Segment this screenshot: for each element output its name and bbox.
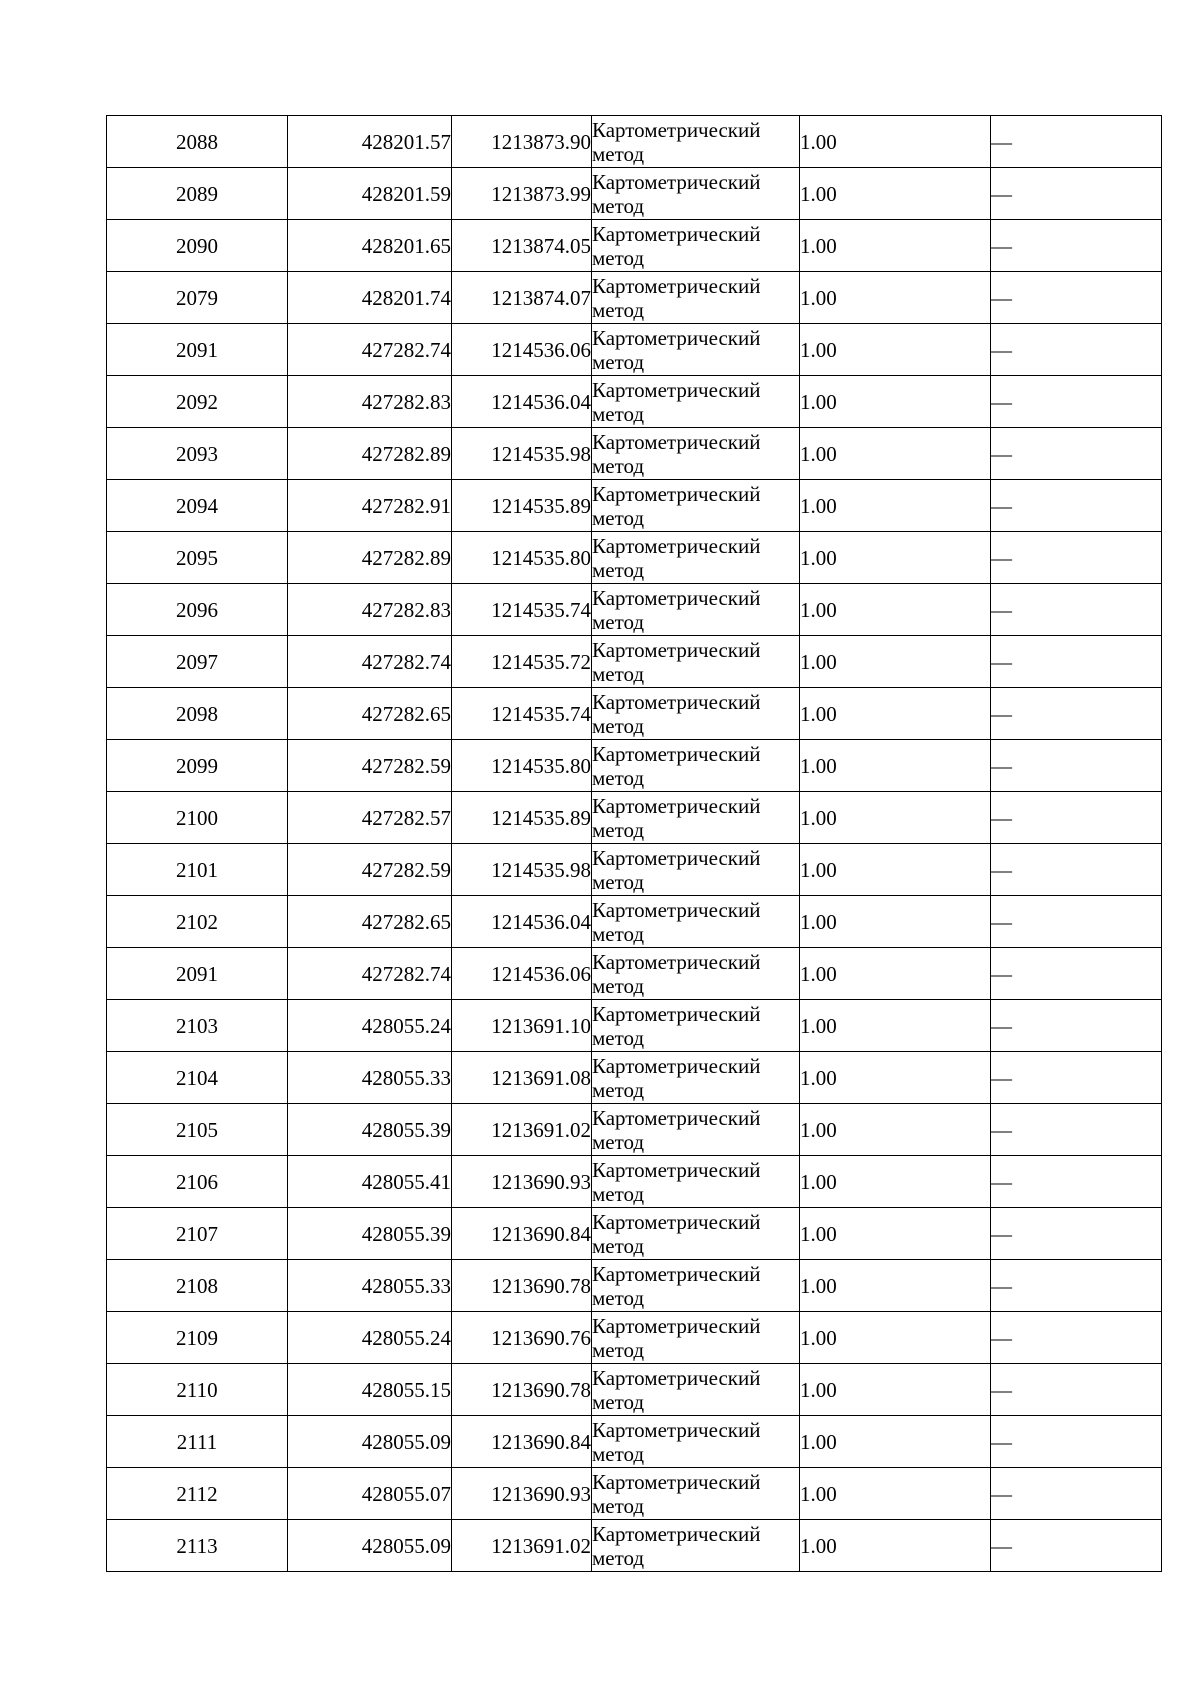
x-coordinate-cell: 427282.74 <box>288 636 452 688</box>
method-cell <box>592 428 800 480</box>
method-line-1: Картометрический <box>592 637 761 662</box>
table-row <box>107 272 1162 324</box>
y-coordinate-cell: 1214535.80 <box>452 740 592 792</box>
table-row <box>107 428 1162 480</box>
x-coordinate-cell: 428055.24 <box>288 1312 452 1364</box>
y-coordinate-cell: 1214535.89 <box>452 480 592 532</box>
note-cell: — <box>991 116 1162 168</box>
accuracy-cell: 1.00 <box>800 324 991 376</box>
x-coordinate-cell: 427282.57 <box>288 792 452 844</box>
note-cell: — <box>991 480 1162 532</box>
point-number-cell: 2096 <box>107 584 288 636</box>
y-coordinate-cell: 1214535.74 <box>452 584 592 636</box>
method-line-1: Картометрический <box>592 1053 761 1078</box>
method-line-1: Картометрический <box>592 1417 761 1442</box>
note-cell: — <box>991 948 1162 1000</box>
method-line-2: метод <box>592 921 645 946</box>
method-cell <box>592 1000 800 1052</box>
accuracy-cell: 1.00 <box>800 1156 991 1208</box>
method-cell <box>592 636 800 688</box>
accuracy-cell: 1.00 <box>800 116 991 168</box>
x-coordinate-cell: 428055.09 <box>288 1416 452 1468</box>
method-line-1: Картометрический <box>592 845 761 870</box>
table-row <box>107 1000 1162 1052</box>
point-number-cell: 2095 <box>107 532 288 584</box>
method-line-2: метод <box>592 713 645 738</box>
x-coordinate-cell: 427282.59 <box>288 740 452 792</box>
method-cell <box>592 1468 800 1520</box>
y-coordinate-cell: 1213874.07 <box>452 272 592 324</box>
point-number-cell: 2097 <box>107 636 288 688</box>
point-number-cell: 2108 <box>107 1260 288 1312</box>
point-number-cell: 2103 <box>107 1000 288 1052</box>
note-cell: — <box>991 1104 1162 1156</box>
note-cell: — <box>991 272 1162 324</box>
note-cell: — <box>991 220 1162 272</box>
coordinates-table <box>106 115 1162 1572</box>
note-cell: — <box>991 1052 1162 1104</box>
y-coordinate-cell: 1213691.10 <box>452 1000 592 1052</box>
method-line-1: Картометрический <box>592 273 761 298</box>
x-coordinate-cell: 428201.65 <box>288 220 452 272</box>
accuracy-cell: 1.00 <box>800 272 991 324</box>
table-row <box>107 1052 1162 1104</box>
point-number-cell: 2102 <box>107 896 288 948</box>
method-line-2: метод <box>592 1233 645 1258</box>
note-cell: — <box>991 740 1162 792</box>
method-line-1: Картометрический <box>592 897 761 922</box>
y-coordinate-cell: 1213691.02 <box>452 1520 592 1572</box>
method-line-1: Картометрический <box>592 741 761 766</box>
method-cell <box>592 844 800 896</box>
note-cell: — <box>991 688 1162 740</box>
note-cell: — <box>991 1156 1162 1208</box>
point-number-cell: 2093 <box>107 428 288 480</box>
coordinates-table-body <box>107 116 1162 1572</box>
point-number-cell: 2079 <box>107 272 288 324</box>
method-cell <box>592 1520 800 1572</box>
point-number-cell: 2110 <box>107 1364 288 1416</box>
accuracy-cell: 1.00 <box>800 896 991 948</box>
table-row <box>107 1208 1162 1260</box>
method-line-1: Картометрический <box>592 1469 761 1494</box>
y-coordinate-cell: 1214536.06 <box>452 324 592 376</box>
note-cell: — <box>991 1000 1162 1052</box>
method-cell <box>592 1416 800 1468</box>
note-cell: — <box>991 1208 1162 1260</box>
accuracy-cell: 1.00 <box>800 532 991 584</box>
method-cell <box>592 272 800 324</box>
accuracy-cell: 1.00 <box>800 1260 991 1312</box>
table-row <box>107 584 1162 636</box>
y-coordinate-cell: 1213690.78 <box>452 1260 592 1312</box>
method-line-1: Картометрический <box>592 117 761 142</box>
method-cell <box>592 220 800 272</box>
y-coordinate-cell: 1214535.98 <box>452 428 592 480</box>
y-coordinate-cell: 1213690.93 <box>452 1468 592 1520</box>
accuracy-cell: 1.00 <box>800 1416 991 1468</box>
point-number-cell: 2107 <box>107 1208 288 1260</box>
method-line-2: метод <box>592 765 645 790</box>
x-coordinate-cell: 428055.33 <box>288 1052 452 1104</box>
y-coordinate-cell: 1214535.89 <box>452 792 592 844</box>
x-coordinate-cell: 428055.33 <box>288 1260 452 1312</box>
accuracy-cell: 1.00 <box>800 428 991 480</box>
point-number-cell: 2089 <box>107 168 288 220</box>
note-cell: — <box>991 428 1162 480</box>
y-coordinate-cell: 1213690.76 <box>452 1312 592 1364</box>
method-line-2: метод <box>592 297 645 322</box>
method-cell <box>592 324 800 376</box>
method-cell <box>592 116 800 168</box>
x-coordinate-cell: 428201.74 <box>288 272 452 324</box>
method-cell <box>592 1208 800 1260</box>
accuracy-cell: 1.00 <box>800 792 991 844</box>
x-coordinate-cell: 428055.09 <box>288 1520 452 1572</box>
note-cell: — <box>991 168 1162 220</box>
method-line-2: метод <box>592 141 645 166</box>
point-number-cell: 2113 <box>107 1520 288 1572</box>
x-coordinate-cell: 428055.39 <box>288 1104 452 1156</box>
method-cell <box>592 1312 800 1364</box>
y-coordinate-cell: 1214535.72 <box>452 636 592 688</box>
y-coordinate-cell: 1213690.84 <box>452 1416 592 1468</box>
y-coordinate-cell: 1214535.98 <box>452 844 592 896</box>
point-number-cell: 2098 <box>107 688 288 740</box>
table-row <box>107 1260 1162 1312</box>
method-line-1: Картометрический <box>592 949 761 974</box>
method-cell <box>592 688 800 740</box>
method-cell <box>592 376 800 428</box>
method-cell <box>592 792 800 844</box>
table-row <box>107 1104 1162 1156</box>
x-coordinate-cell: 427282.74 <box>288 948 452 1000</box>
point-number-cell: 2112 <box>107 1468 288 1520</box>
method-line-1: Картометрический <box>592 689 761 714</box>
method-line-2: метод <box>592 193 645 218</box>
y-coordinate-cell: 1213873.90 <box>452 116 592 168</box>
y-coordinate-cell: 1213690.78 <box>452 1364 592 1416</box>
note-cell: — <box>991 376 1162 428</box>
note-cell: — <box>991 1260 1162 1312</box>
accuracy-cell: 1.00 <box>800 636 991 688</box>
y-coordinate-cell: 1213691.02 <box>452 1104 592 1156</box>
method-line-1: Картометрический <box>592 1105 761 1130</box>
method-line-2: метод <box>592 1337 645 1362</box>
method-cell <box>592 1364 800 1416</box>
x-coordinate-cell: 427282.65 <box>288 896 452 948</box>
accuracy-cell: 1.00 <box>800 220 991 272</box>
method-line-1: Картометрический <box>592 1365 761 1390</box>
method-cell <box>592 532 800 584</box>
table-row <box>107 116 1162 168</box>
x-coordinate-cell: 427282.74 <box>288 324 452 376</box>
x-coordinate-cell: 427282.83 <box>288 376 452 428</box>
method-cell <box>592 1156 800 1208</box>
point-number-cell: 2094 <box>107 480 288 532</box>
table-row <box>107 168 1162 220</box>
x-coordinate-cell: 428201.57 <box>288 116 452 168</box>
point-number-cell: 2090 <box>107 220 288 272</box>
x-coordinate-cell: 428055.07 <box>288 1468 452 1520</box>
method-line-1: Картометрический <box>592 1001 761 1026</box>
method-line-1: Картометрический <box>592 325 761 350</box>
x-coordinate-cell: 428055.15 <box>288 1364 452 1416</box>
accuracy-cell: 1.00 <box>800 688 991 740</box>
method-line-1: Картометрический <box>592 1261 761 1286</box>
method-cell <box>592 896 800 948</box>
accuracy-cell: 1.00 <box>800 584 991 636</box>
method-line-2: метод <box>592 609 645 634</box>
method-line-1: Картометрический <box>592 221 761 246</box>
y-coordinate-cell: 1213690.84 <box>452 1208 592 1260</box>
accuracy-cell: 1.00 <box>800 740 991 792</box>
table-row <box>107 376 1162 428</box>
method-cell <box>592 1052 800 1104</box>
x-coordinate-cell: 428201.59 <box>288 168 452 220</box>
point-number-cell: 2092 <box>107 376 288 428</box>
method-line-1: Картометрический <box>592 169 761 194</box>
accuracy-cell: 1.00 <box>800 1468 991 1520</box>
point-number-cell: 2106 <box>107 1156 288 1208</box>
y-coordinate-cell: 1214536.04 <box>452 376 592 428</box>
point-number-cell: 2088 <box>107 116 288 168</box>
x-coordinate-cell: 427282.89 <box>288 428 452 480</box>
method-line-2: метод <box>592 1545 645 1570</box>
method-line-1: Картометрический <box>592 1209 761 1234</box>
method-line-1: Картометрический <box>592 1313 761 1338</box>
accuracy-cell: 1.00 <box>800 1104 991 1156</box>
method-line-2: метод <box>592 1129 645 1154</box>
method-line-1: Картометрический <box>592 1157 761 1182</box>
table-row <box>107 532 1162 584</box>
y-coordinate-cell: 1213874.05 <box>452 220 592 272</box>
method-line-1: Картометрический <box>592 377 761 402</box>
note-cell: — <box>991 896 1162 948</box>
y-coordinate-cell: 1213690.93 <box>452 1156 592 1208</box>
point-number-cell: 2111 <box>107 1416 288 1468</box>
method-line-2: метод <box>592 453 645 478</box>
y-coordinate-cell: 1214535.80 <box>452 532 592 584</box>
point-number-cell: 2105 <box>107 1104 288 1156</box>
note-cell: — <box>991 532 1162 584</box>
note-cell: — <box>991 324 1162 376</box>
table-row <box>107 324 1162 376</box>
method-line-2: метод <box>592 505 645 530</box>
method-line-2: метод <box>592 1493 645 1518</box>
method-cell <box>592 1260 800 1312</box>
table-row <box>107 1312 1162 1364</box>
point-number-cell: 2101 <box>107 844 288 896</box>
x-coordinate-cell: 427282.59 <box>288 844 452 896</box>
method-line-1: Картометрический <box>592 481 761 506</box>
y-coordinate-cell: 1213873.99 <box>452 168 592 220</box>
accuracy-cell: 1.00 <box>800 1052 991 1104</box>
table-row <box>107 740 1162 792</box>
accuracy-cell: 1.00 <box>800 376 991 428</box>
table-row <box>107 1364 1162 1416</box>
point-number-cell: 2091 <box>107 324 288 376</box>
method-line-2: метод <box>592 817 645 842</box>
note-cell: — <box>991 1468 1162 1520</box>
point-number-cell: 2100 <box>107 792 288 844</box>
method-line-1: Картометрический <box>592 793 761 818</box>
note-cell: — <box>991 792 1162 844</box>
note-cell: — <box>991 1416 1162 1468</box>
method-cell <box>592 168 800 220</box>
accuracy-cell: 1.00 <box>800 1520 991 1572</box>
note-cell: — <box>991 1520 1162 1572</box>
note-cell: — <box>991 636 1162 688</box>
y-coordinate-cell: 1214536.04 <box>452 896 592 948</box>
x-coordinate-cell: 427282.89 <box>288 532 452 584</box>
note-cell: — <box>991 844 1162 896</box>
method-line-2: метод <box>592 869 645 894</box>
table-row <box>107 636 1162 688</box>
method-line-2: метод <box>592 245 645 270</box>
x-coordinate-cell: 427282.83 <box>288 584 452 636</box>
method-line-2: метод <box>592 401 645 426</box>
method-line-2: метод <box>592 557 645 582</box>
method-line-2: метод <box>592 349 645 374</box>
method-line-2: метод <box>592 1025 645 1050</box>
method-line-1: Картометрический <box>592 585 761 610</box>
x-coordinate-cell: 428055.39 <box>288 1208 452 1260</box>
method-line-2: метод <box>592 1285 645 1310</box>
table-row <box>107 480 1162 532</box>
point-number-cell: 2109 <box>107 1312 288 1364</box>
table-row <box>107 1156 1162 1208</box>
method-cell <box>592 584 800 636</box>
method-line-2: метод <box>592 1441 645 1466</box>
accuracy-cell: 1.00 <box>800 844 991 896</box>
method-cell <box>592 948 800 1000</box>
method-line-1: Картометрический <box>592 429 761 454</box>
x-coordinate-cell: 428055.24 <box>288 1000 452 1052</box>
method-line-1: Картометрический <box>592 533 761 558</box>
accuracy-cell: 1.00 <box>800 1000 991 1052</box>
method-line-2: метод <box>592 661 645 686</box>
y-coordinate-cell: 1214535.74 <box>452 688 592 740</box>
accuracy-cell: 1.00 <box>800 168 991 220</box>
method-cell <box>592 740 800 792</box>
point-number-cell: 2091 <box>107 948 288 1000</box>
method-line-2: метод <box>592 1389 645 1414</box>
table-row <box>107 792 1162 844</box>
note-cell: — <box>991 584 1162 636</box>
method-line-2: метод <box>592 1077 645 1102</box>
x-coordinate-cell: 427282.65 <box>288 688 452 740</box>
table-row <box>107 1468 1162 1520</box>
table-row <box>107 1520 1162 1572</box>
y-coordinate-cell: 1213691.08 <box>452 1052 592 1104</box>
table-row <box>107 948 1162 1000</box>
y-coordinate-cell: 1214536.06 <box>452 948 592 1000</box>
table-row <box>107 1416 1162 1468</box>
note-cell: — <box>991 1312 1162 1364</box>
accuracy-cell: 1.00 <box>800 480 991 532</box>
method-cell <box>592 480 800 532</box>
table-row <box>107 220 1162 272</box>
x-coordinate-cell: 428055.41 <box>288 1156 452 1208</box>
accuracy-cell: 1.00 <box>800 1312 991 1364</box>
point-number-cell: 2104 <box>107 1052 288 1104</box>
method-cell <box>592 1104 800 1156</box>
method-line-2: метод <box>592 973 645 998</box>
accuracy-cell: 1.00 <box>800 1208 991 1260</box>
point-number-cell: 2099 <box>107 740 288 792</box>
method-line-1: Картометрический <box>592 1521 761 1546</box>
method-line-2: метод <box>592 1181 645 1206</box>
table-row <box>107 688 1162 740</box>
accuracy-cell: 1.00 <box>800 1364 991 1416</box>
table-row <box>107 896 1162 948</box>
x-coordinate-cell: 427282.91 <box>288 480 452 532</box>
table-row <box>107 844 1162 896</box>
accuracy-cell: 1.00 <box>800 948 991 1000</box>
note-cell: — <box>991 1364 1162 1416</box>
